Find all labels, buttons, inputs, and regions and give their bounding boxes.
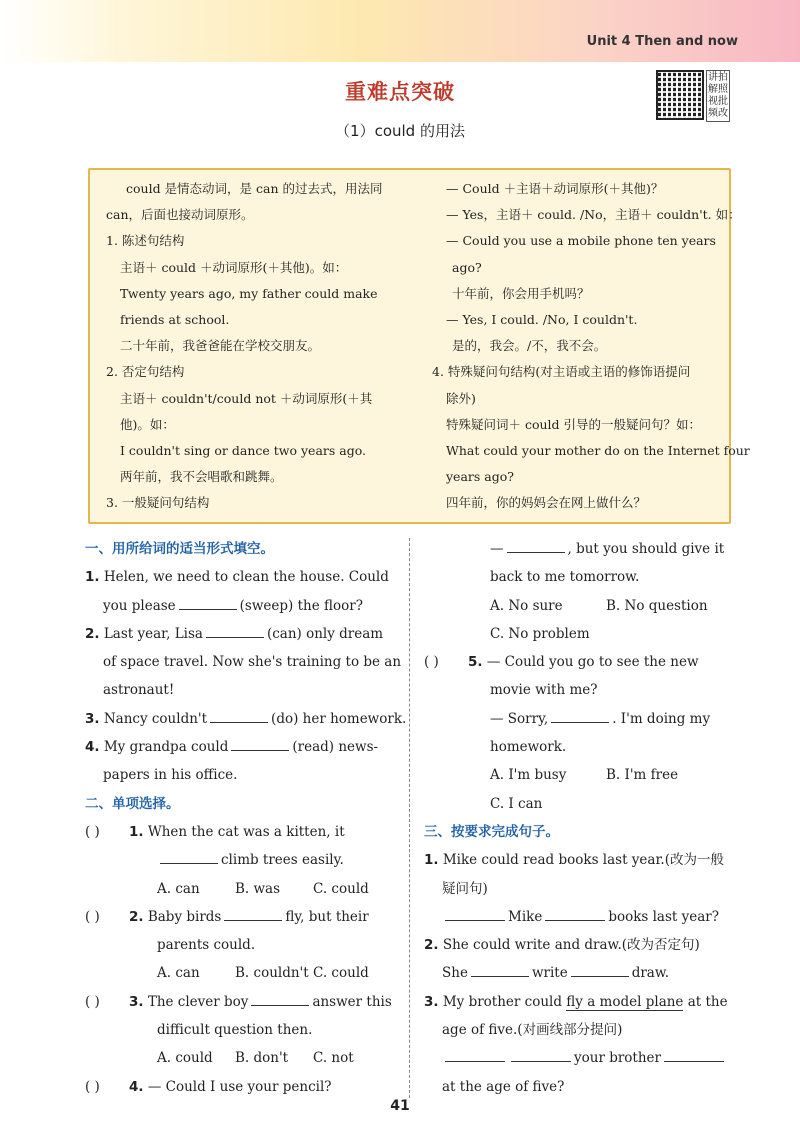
- mc-question-4-line-2: — , but you should give it: [490, 541, 725, 557]
- note-line: 四年前，你的妈妈会在网上做什么？: [446, 495, 647, 511]
- note-line: I couldn't sing or dance two years ago.: [120, 443, 366, 459]
- rewrite-question-3-line-2: age of five.(对画线部分提问): [442, 1022, 623, 1039]
- answer-paren[interactable]: ( ): [85, 908, 100, 925]
- note-line: could 是情态动词，是 can 的过去式，用法同: [126, 181, 383, 196]
- option-c[interactable]: C. could: [313, 880, 369, 897]
- answer-blank[interactable]: [571, 963, 629, 977]
- question-2-line-3: astronaut!: [103, 682, 175, 699]
- option-b[interactable]: B. was: [235, 880, 281, 897]
- mc-question-4-line-3: back to me tomorrow.: [490, 569, 640, 586]
- question-4: 4. My grandpa could (read) news-: [85, 739, 379, 756]
- page-number: 41: [390, 1098, 410, 1114]
- question-1: 1. Helen, we need to clean the house. Could: [85, 569, 389, 586]
- answer-blank[interactable]: [445, 907, 505, 921]
- mc-question-3: ( ) 3. The clever boy answer this: [85, 988, 400, 1016]
- answer-blank[interactable]: [206, 624, 264, 638]
- note-line: 4. 特殊疑问句结构(对主语或主语的修饰语提问: [432, 364, 691, 380]
- rewrite-question-2-answer: She write draw.: [442, 965, 670, 982]
- left-exercise-column: [85, 535, 407, 1101]
- answer-blank[interactable]: [251, 992, 309, 1006]
- answer-paren[interactable]: ( ): [85, 993, 100, 1010]
- section-title-fill-in: 一、用所给词的适当形式填空。: [85, 541, 274, 557]
- answer-blank[interactable]: [551, 709, 609, 723]
- note-line: 2. 否定句结构: [106, 364, 185, 380]
- note-left-column: [106, 176, 406, 517]
- header-band: [0, 0, 800, 62]
- answer-blank[interactable]: [179, 596, 237, 610]
- underlined-phrase: fly a model plane: [566, 993, 684, 1010]
- answer-blank[interactable]: [545, 907, 605, 921]
- option-a[interactable]: A. No sure: [490, 597, 563, 614]
- question-1-line-2: you please (sweep) the floor?: [103, 597, 363, 614]
- note-line: 特殊疑问词＋ could 引导的一般疑问句？如：: [446, 416, 702, 432]
- rewrite-question-1: 1. Mike could read books last year.(改为一般: [424, 852, 724, 869]
- mc-question-3-line-2: difficult question then.: [157, 1022, 313, 1039]
- column-divider: [409, 538, 410, 1098]
- unit-label: Unit 4 Then and now: [586, 34, 738, 49]
- mc-question-2-line-2: parents could.: [157, 937, 256, 954]
- note-line: years ago?: [446, 469, 514, 485]
- mc-question-5-line-3: — Sorry, . I'm doing my: [490, 710, 711, 727]
- note-line: — Could ＋主语＋动词原形(＋其他)？: [446, 181, 664, 196]
- option-b[interactable]: B. don't: [235, 1050, 289, 1067]
- note-line: 两年前，我不会唱歌和跳舞。: [120, 469, 283, 485]
- answer-blank[interactable]: [210, 709, 268, 723]
- option-a[interactable]: A. can: [157, 965, 200, 982]
- note-line: 是的，我会。/不，我不会。: [452, 338, 607, 354]
- note-line: — Could you use a mobile phone ten years: [446, 233, 716, 249]
- option-b[interactable]: B. couldn't: [235, 965, 309, 982]
- option-a[interactable]: A. can: [157, 880, 200, 897]
- note-line: 十年前，你会用手机吗？: [452, 285, 590, 301]
- answer-blank[interactable]: [445, 1048, 505, 1062]
- rewrite-question-3: 3. My brother could fly a model plane at the: [424, 993, 728, 1010]
- mc-question-4: ( ) 4. — Could I use your pencil?: [85, 1073, 400, 1101]
- option-c[interactable]: C. could: [313, 965, 369, 982]
- option-c[interactable]: C. No problem: [490, 625, 590, 642]
- answer-blank[interactable]: [507, 539, 565, 553]
- note-line: ago?: [452, 259, 482, 275]
- answer-blank[interactable]: [471, 963, 529, 977]
- answer-blank[interactable]: [511, 1048, 571, 1062]
- answer-blank[interactable]: [224, 907, 282, 921]
- question-4-line-2: papers in his office.: [103, 767, 238, 784]
- mc-question-3-options: [85, 1044, 400, 1072]
- note-line: Twenty years ago, my father could make: [120, 285, 378, 301]
- answer-blank[interactable]: [160, 850, 218, 864]
- mc-question-5-options: [424, 761, 740, 789]
- rewrite-question-1-line-2: 疑问句): [442, 880, 488, 897]
- answer-paren[interactable]: ( ): [85, 1078, 100, 1095]
- mc-question-5: ( ) 5. — Could you go to see the new: [424, 648, 740, 676]
- note-line: — Yes, I could. /No, I couldn't.: [446, 312, 638, 328]
- note-line: — Yes，主语＋ could. /No，主语＋ couldn't. 如：: [446, 207, 741, 223]
- mc-question-1-options: [85, 875, 400, 903]
- page-title: 重难点突破: [345, 80, 455, 104]
- section-title-choice: 二、单项选择。: [85, 795, 180, 812]
- mc-question-2: ( ) 2. Baby birds fly, but their: [85, 903, 400, 931]
- qr-caption: 讲 拍 解 照 视 批 频 改: [706, 70, 730, 122]
- answer-paren[interactable]: ( ): [424, 654, 439, 671]
- note-line: 他)。如：: [120, 416, 175, 432]
- mc-question-5-line-2: movie with me?: [490, 682, 598, 699]
- answer-paren[interactable]: ( ): [85, 823, 100, 840]
- question-2-line-2: of space travel. Now she's training to be an: [103, 654, 402, 671]
- rewrite-question-2: 2. She could write and draw.(改为否定句): [424, 937, 700, 954]
- note-line: can，后面也接动词原形。: [106, 207, 254, 223]
- option-a[interactable]: A. could: [157, 1050, 213, 1067]
- answer-blank[interactable]: [664, 1048, 724, 1062]
- option-b[interactable]: B. I'm free: [606, 767, 679, 784]
- mc-question-1: ( ) 1. When the cat was a kitten, it: [85, 818, 400, 846]
- note-line: 主语＋ could ＋动词原形(＋其他)。如：: [120, 259, 348, 275]
- note-line: friends at school.: [120, 312, 230, 328]
- note-line: 二十年前，我爸爸能在学校交朋友。: [120, 338, 321, 354]
- question-3: 3. Nancy couldn't (do) her homework.: [85, 710, 407, 727]
- grammar-note-box: [88, 168, 750, 524]
- question-2: 2. Last year, Lisa (can) only dream: [85, 625, 384, 642]
- mc-question-4-options: [424, 592, 740, 620]
- rewrite-question-3-answer: your brother: [424, 1044, 740, 1072]
- rewrite-question-1-answer: Mike books last year?: [424, 903, 740, 931]
- right-exercise-column: [424, 535, 740, 1101]
- note-right-column: [432, 176, 750, 517]
- section-title-rewrite: 三、按要求完成句子。: [424, 823, 559, 840]
- option-a[interactable]: A. I'm busy: [490, 767, 567, 784]
- option-c[interactable]: C. not: [313, 1050, 354, 1067]
- mc-question-1-line-2: climb trees easily.: [85, 846, 400, 874]
- option-b[interactable]: B. No question: [606, 597, 708, 614]
- answer-blank[interactable]: [231, 737, 289, 751]
- note-line: 3. 一般疑问句结构: [106, 495, 210, 511]
- page-subtitle: （1）could 的用法: [335, 122, 465, 140]
- note-line: 主语＋ couldn't/could not ＋动词原形(＋其: [120, 390, 373, 406]
- mc-question-5-line-4: homework.: [490, 739, 567, 756]
- note-line: 除外): [446, 390, 476, 406]
- mc-question-4-option-c: [424, 620, 740, 648]
- note-line: 1. 陈述句结构: [106, 233, 185, 249]
- option-c[interactable]: C. I can: [490, 795, 543, 812]
- mc-question-2-options: [85, 959, 400, 987]
- note-line: What could your mother do on the Internet four: [446, 443, 750, 459]
- mc-question-5-option-c: [424, 790, 740, 818]
- rewrite-question-3-line-4: at the age of five?: [442, 1078, 565, 1095]
